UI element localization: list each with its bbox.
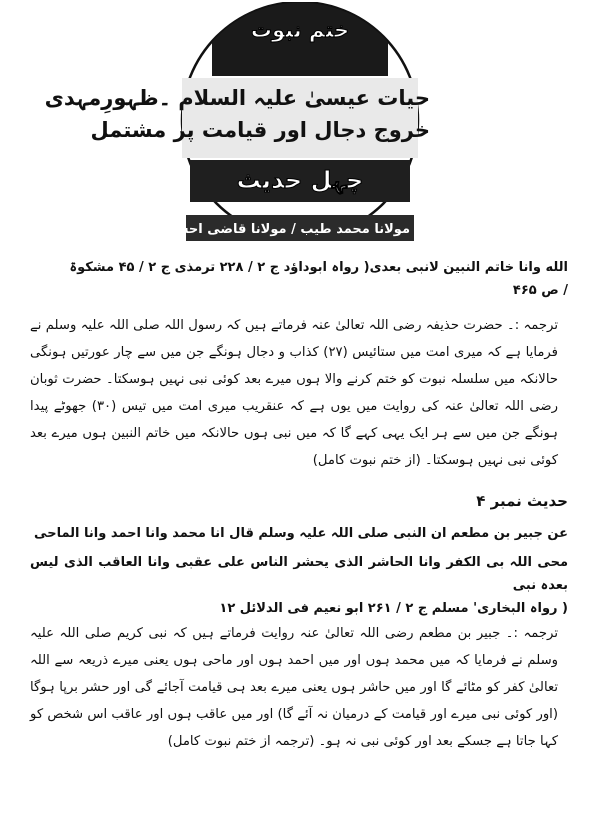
hadith-4-translation: ترجمہ :۔ جبیر بن مطعم رضی اللہ تعالیٰ عنہ روایت فرماتے ہیں کہ نبی کریم صلی اللہ علیہ وسلم نے فرمایا کہ میں محمد ہوں اور میں احمد ہوں اور ماحی ہوں یعنی میرے ذریعہ سے اللہ تعالیٰ کفر کو مٹائے گا اور میں حاشر ہوں یعنی میرے بعد ہی قیامت آجائے گی اور حشر برپا ہوگا (اور کوئی نبی میرے اور قیامت کے درمیان نہ آئے گا) اور میں عاقب ہوں اور عاقب اس شخص کو کہا جاتا ہے جسکے بعد اور کوئی نبی نہ ہو۔ (ترجمہ از ختم نبوت کامل) bbox=[30, 626, 558, 749]
book-emblem bbox=[44, 2, 440, 247]
seal-subject-line-1: حیات عیسیٰ علیہ السلام ۔ظہورِمہدی bbox=[44, 86, 430, 110]
hadith-4-arabic-line-1: عن جبیر بن مطعم ان النبی صلی اللہ علیہ وسلم قال انا محمد وانا احمد وانا الماحی bbox=[34, 526, 568, 541]
hadith-3-translation: ترجمہ :۔ حضرت حذیفہ رضی اللہ تعالیٰ عنہ فرماتے ہیں کہ رسول اللہ صلی اللہ علیہ وسلم نے فرمایا ہے کہ میری امت میں ستائیس (۲۷) کذاب و دجال ہونگے جن میں سے چار عورتیں ہونگی حالانکہ میں سلسلہ نبوت کو ختم کرنے والا ہوں میرے بعد کوئی نبی نہیں ہوسکتا۔ حضرت ثوبان رضی اللہ تعالیٰ عنہ کی روایت میں یوں ہے کہ عنقریب میری امت میں تیس (۳۰) جھوٹے پیدا ہونگے جن میں سے ہر ایک یہی کہے گا کہ میں نبی ہوں حالانکہ میں خاتم النبین ہوں میرے بعد کوئی نبی نہیں ہوسکتا۔ (از ختم نبوت کامل) bbox=[30, 318, 558, 468]
hadith-3-arabic-line-2: / ص ۴۶۵ bbox=[512, 283, 568, 298]
hadith-4-arabic-line-3: ( رواہ البخاری' مسلم ج ۲ / ۲۶۱ ابو نعیم فی الدلائل ۱۲ bbox=[219, 601, 568, 616]
seal-title: ختم نبوت bbox=[250, 18, 350, 42]
hadith-4-arabic-line-2: محی اللہ بی الکفر وانا الحاشر الذی یحشر الناس علی عقبی وانا العاقب الذی لیس بعدہ نبی bbox=[30, 555, 568, 593]
seal-chehel-hadith: چہل حدیث bbox=[236, 166, 364, 194]
hadith-3-arabic-line-1: الله وانا خاتم النبین لانبی بعدی( رواہ ابوداؤد ج ۲ / ۲۲۸ ترمذی ج ۲ / ۴۵ مشکوۃ bbox=[69, 260, 568, 275]
page-body bbox=[30, 256, 568, 755]
seal-subject-line-2: خروج دجال اور قیامت پر مشتمل bbox=[90, 118, 430, 142]
hadith-4-heading: حدیث نمبر ۴ bbox=[476, 492, 568, 510]
seal-authors: مولانا محمد طیب / مولانا قاضی احسان احمد bbox=[125, 222, 410, 237]
